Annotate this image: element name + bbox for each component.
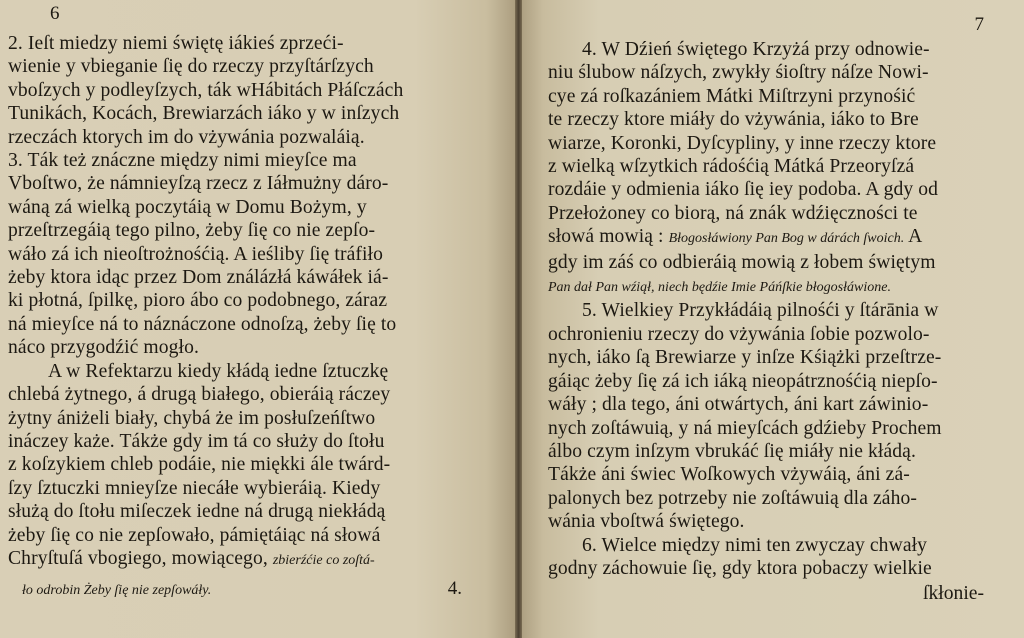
text-line: gdy im záś co odbieráią mowią z łobem świętym [548,251,936,273]
text-line: 2. Ieſt miedzy niemi świętę iákieś zprzeći- [8,33,344,54]
right-page [518,0,1024,638]
left-page-text [8,32,502,572]
text-line: z koſzykiem chleb podáie, nie miękki ále twárd- [8,454,391,476]
text-line: wáło zá ich nieoſtrożnośćią. A ieśliby ſię tráfiło [8,243,383,265]
text-line [548,274,1010,299]
text-line [8,547,502,572]
text-line: ináczey każe. Tákże gdy im tá co służy do ſtołu [8,430,385,452]
text-line: wienie y vbieganie ſię do rzeczy przyſtárſzych [8,56,374,78]
text-line: cye zá roſkazániem Mátki Miſtrzyni przynośić [548,85,916,107]
text-line: ſzy ſztuczki mnieyſze niecáłe wybieráią. Kiedy [8,477,381,499]
text-line: rozdáie y odmienia iáko ſię iey podoba. A gdy od [548,179,939,201]
text-line: żytny ániżeli biały, chybá że im posłuſzeńſtwo [8,407,376,429]
text-line: Tunikách, Kocách, Brewiarzách iáko y w inſzych [8,103,400,125]
text-line: Vboſtwo, że námnieyſzą rzecz z Iáłmużny dáro- [8,173,389,195]
left-page-number: 6 [50,3,60,24]
text-line: żeby ktora idąc przez Dom ználázłá káwáłek iá- [8,267,389,289]
text-line: przeſtrzegáią tego pilno, żeby ſię co nie zepſo- [8,220,376,242]
text-line: 5. Wielkiey Przykłádáią pilnośći y ſtárānia w [582,300,939,322]
text-line: álbo czym inſzym vbrukáć ſię miáły nie kłádą. [548,440,916,462]
signature-mark: 4. [447,578,462,599]
text-line: chlebá żytnego, á drugą białego, obieráią ráczey [8,384,391,406]
text-line: nych, iáko ſą Brewiarze y inſze Kśiążki przeſtrze- [548,347,942,369]
text-line: ki płotná, ſpilkę, pioro ábo co podobnego, záraz [8,290,388,312]
text-line: 3. Ták też znáczne między nimi mieyſce ma [8,150,357,172]
text-line [548,225,1010,250]
italic-quote: zbierźćie co zoſtá- [272,552,375,568]
right-catchword: ſkłonie- [923,583,984,604]
text-line: wánia vboſtwá świętego. [548,511,745,533]
text-line: 4. W Dźień świętego Krzyżá przy odnowie- [582,39,930,60]
text-line: żeby ſię co nie zepſowało, pámiętáiąc ná słowá [8,524,381,546]
italic-quote: Pan dał Pan wźiął, niech będźie Imie Páńſkie błogosłáwione. [548,280,891,296]
text-line: wiarze, Koronki, Dyſcypliny, y inne rzeczy ktore [548,132,937,154]
text-line: vboſzych y podleyſzych, ták wHábitách Płáſczách [8,79,404,101]
text-line: godny záchowuie ſię, gdy ktora pobaczy wielkie [548,557,932,579]
text-line: ná mieyſce ná to náznáczone odnoſzą, żeby ſię to [8,313,397,335]
text-line: służą do ſtołu miſeczek iedne ná drugą niekłádą [8,501,386,523]
text-line: Przełożoney co biorą, ná znák wdźięczności te [548,202,918,224]
text-line: A w Refektarzu kiedy kłádą iedne ſztuczkę [48,360,389,382]
text-line: wáną zá wielką poczytáią w Domu Bożym, y [8,196,367,218]
text-line: z wielką wſzytkich rádośćią Mátká Przeoryſzá [548,156,915,178]
text-line: nych zoſtáwuią, y ná mieyſcách gdźieby Prochem [548,417,942,439]
catchword: ło odrobin Żeby ſię nie zepſowáły. [22,583,212,598]
text-line: ochronieniu rzeczy do vżywánia ſobie pozwolo- [548,323,930,345]
book-gutter [515,0,522,638]
italic-quote: Błogosłáwiony Pan Bog w dárách ſwoich. [668,231,905,247]
text-line: rzeczách ktorych im do vżywánia pozwaláią. [8,126,365,148]
text-line: niu ślubow náſzych, zwykły śioſtry náſze Nowi- [548,62,929,84]
text-line: Tákże áni świec Woſkowych vżywáią, áni zá- [548,464,910,486]
text-line: palonych bez potrzeby nie zoſtáwuią dla záho- [548,487,918,509]
text-line: 6. Wielce między nimi ten zwyczay chwały [582,534,928,556]
text-line: te rzeczy ktore miáły do vżywánia, iáko to Bre [548,109,919,131]
left-footer [22,578,492,600]
right-page-number: 7 [974,14,984,35]
text-line: wáły ; dla tego, áni otwártych, áni kart záwinio- [548,394,929,416]
text-line: náco przygodźić mogło. [8,337,200,359]
text-span: słowá mowią : [548,226,664,248]
text-span: A [908,226,923,248]
text-span: Chryſtuſá vbogiego, mowiącego, [8,547,268,569]
text-line: gáiąc żeby ſię zá ich iáką nieopátrznośćią niepſo- [548,370,938,392]
right-page-text [548,38,1010,580]
